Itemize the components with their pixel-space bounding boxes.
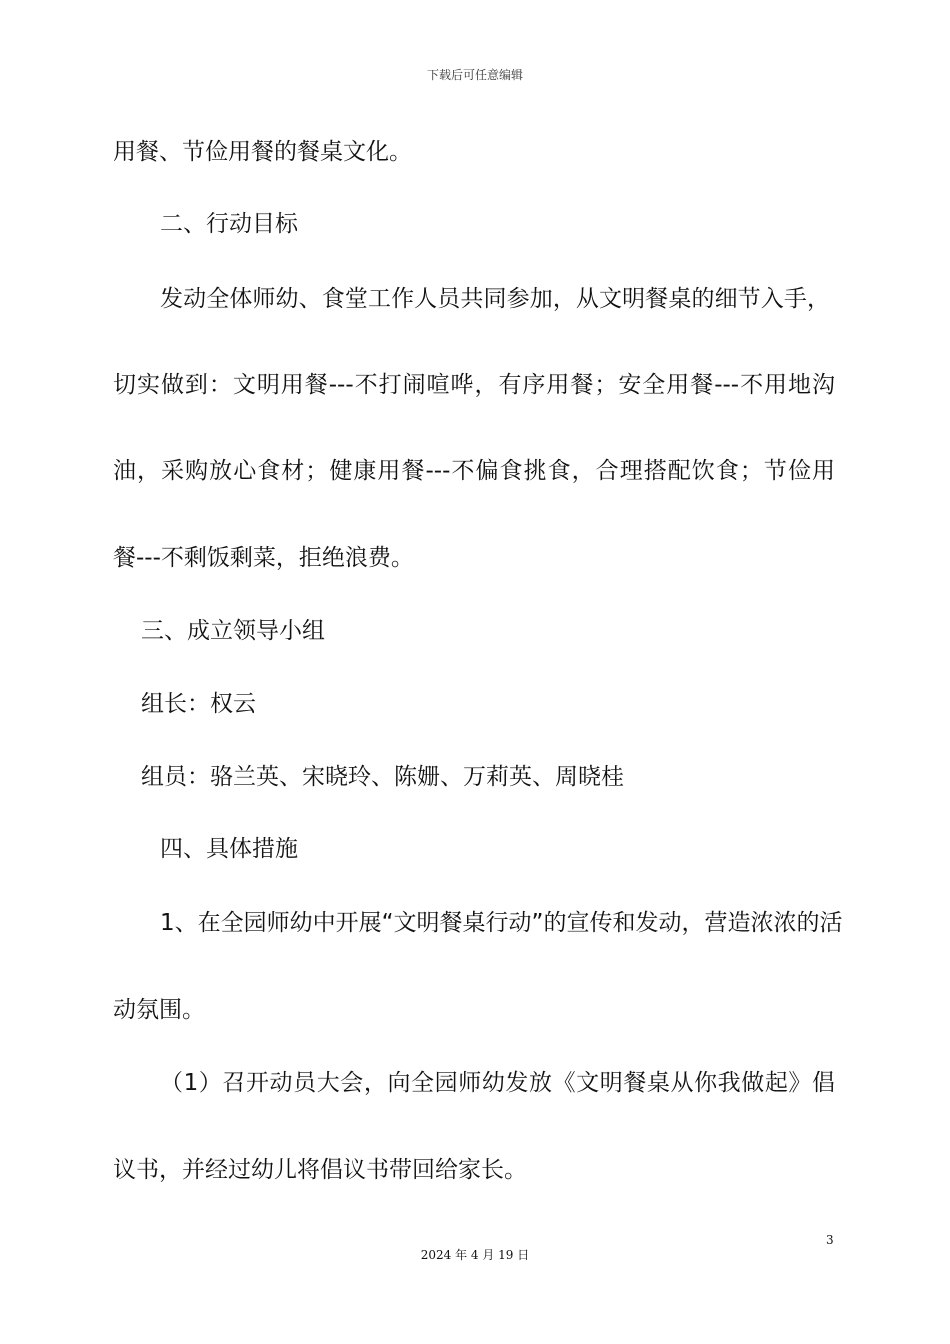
group-members-line: 组员：骆兰英、宋晓玲、陈姗、万莉英、周晓桂 bbox=[141, 764, 624, 790]
section-heading-measures: 四、具体措施 bbox=[160, 836, 298, 862]
body-line-14: 议书，并经过幼儿将倡议书带回给家长。 bbox=[113, 1157, 527, 1183]
body-line-12: 动氛围。 bbox=[113, 997, 205, 1023]
page-footer-date: 2024 年 4 月 19 日 bbox=[420, 1248, 530, 1262]
body-line-3: 发动全体师幼、食堂工作人员共同参加，从文明餐桌的细节入手， bbox=[160, 286, 830, 312]
body-line-1: 用餐、节俭用餐的餐桌文化。 bbox=[113, 139, 412, 165]
body-line-6: 餐---不剩饭剩菜，拒绝浪费。 bbox=[113, 545, 414, 571]
page-header: 下载后可任意编辑 bbox=[426, 68, 523, 82]
page-number: 3 bbox=[826, 1233, 834, 1247]
body-line-4: 切实做到：文明用餐---不打闹喧哗，有序用餐；安全用餐---不用地沟 bbox=[113, 372, 835, 398]
body-line-11: 1、在全园师幼中开展“文明餐桌行动”的宣传和发动，营造浓浓的活 bbox=[160, 910, 843, 936]
section-heading-goals: 二、行动目标 bbox=[160, 211, 298, 237]
group-leader-line: 组长：权云 bbox=[141, 691, 256, 717]
body-line-13: （1）召开动员大会，向全园师幼发放《文明餐桌从你我做起》倡 bbox=[160, 1070, 835, 1096]
section-heading-leadership: 三、成立领导小组 bbox=[141, 618, 325, 644]
body-line-5: 油，采购放心食材；健康用餐---不偏食挑食，合理搭配饮食；节俭用 bbox=[113, 458, 835, 484]
